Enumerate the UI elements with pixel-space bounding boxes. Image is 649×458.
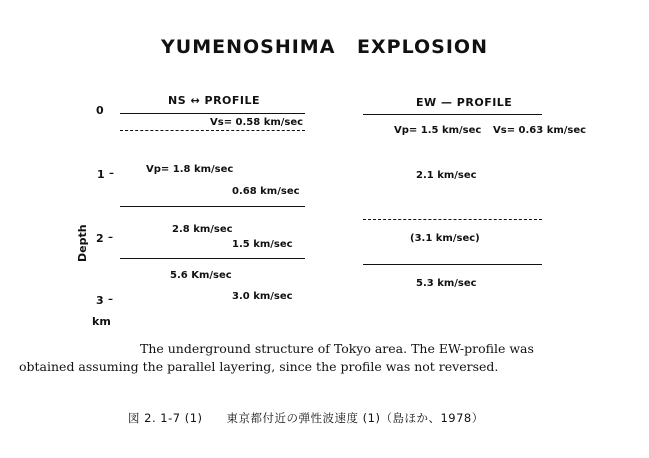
ew-profile-header: EW — PROFILE	[416, 96, 513, 109]
ew-layer-4-velocity: 5.3 km/sec	[416, 278, 477, 289]
ns-boundary-2	[120, 206, 305, 207]
ew-boundary-2	[363, 264, 542, 265]
ns-vp-layer-4: 5.6 Km/sec	[170, 270, 232, 281]
ns-vs-layer-3: 1.5 km/sec	[232, 239, 293, 250]
depth-unit: km	[92, 315, 111, 328]
ns-vs-layer-1: Vs= 0.58 km/sec	[210, 117, 304, 128]
japanese-caption: 図 2. 1-7 (1) 東京都付近の弾性波速度 (1)（島ほか、1978）	[128, 411, 484, 425]
depth-axis-title: Depth	[76, 224, 89, 262]
caption-line-1: The underground structure of Tokyo area. The EW-profile was	[140, 341, 534, 356]
ns-surface-line	[120, 113, 305, 114]
ns-profile-header: NS ↔ PROFILE	[168, 94, 261, 107]
ns-boundary-1	[120, 130, 305, 131]
figure-title: YUMENOSHIMA EXPLOSION	[161, 36, 488, 58]
ew-layer-2-velocity: 2.1 km/sec	[416, 170, 477, 181]
ns-vp-layer-3: 2.8 km/sec	[172, 224, 233, 235]
ns-vp-layer-2: Vp= 1.8 km/sec	[146, 164, 234, 175]
ew-vs-layer-1: Vs= 0.63 km/sec	[493, 125, 587, 136]
depth-tick-3: 3	[96, 294, 104, 307]
depth-tick-2: 2	[96, 232, 104, 245]
depth-tick-3-mark: –	[108, 294, 113, 305]
ew-vp-layer-1: Vp= 1.5 km/sec	[394, 125, 482, 136]
depth-tick-2-mark: –	[108, 232, 113, 243]
ns-vs-layer-2: 0.68 km/sec	[232, 186, 300, 197]
ns-vs-layer-4: 3.0 km/sec	[232, 291, 293, 302]
caption-line-2: obtained assuming the parallel layering, since the profile was not reversed.	[19, 359, 499, 374]
depth-tick-1: 1	[97, 168, 105, 181]
depth-tick-1-mark: –	[109, 168, 114, 179]
ew-surface-line	[363, 114, 542, 115]
ew-boundary-1	[363, 219, 542, 220]
ew-layer-3-velocity: (3.1 km/sec)	[410, 233, 480, 244]
depth-tick-0: 0	[96, 104, 104, 117]
ns-boundary-3	[120, 258, 305, 259]
